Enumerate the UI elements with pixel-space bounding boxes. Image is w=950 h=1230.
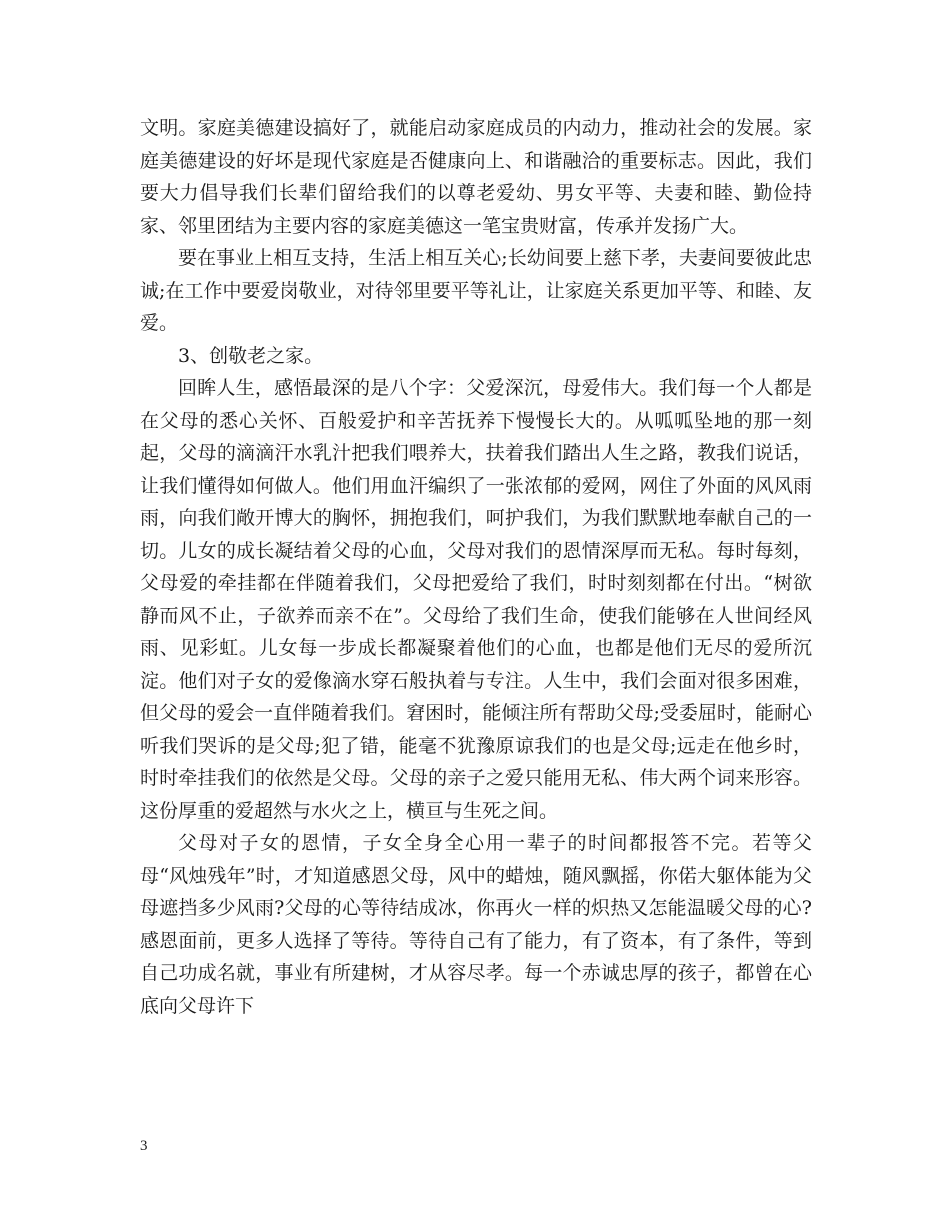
paragraph: 父母对子女的恩情，子女全身全心用一辈子的时间都报答不完。若等父母“风烛残年”时，才知道感恩父母，风中的蜡烛，随风飘摇，你偌大躯体能为父母遮挡多少风雨?父母的心等待结成冰，你再火一样的炽热又怎能温暖父母的心?感恩面前，更多人选择了等待。等待自己有了能力，有了资本，有了条件，等到自己功成名就，事业有所建树，才从容尽孝。每一个赤诚忠厚的孩子，都曾在心底向父母许下 <box>140 832 812 1017</box>
page-number: 3 <box>140 1138 148 1154</box>
section-heading: 3、创敬老之家。 <box>178 344 324 367</box>
document-body <box>140 112 812 1022</box>
paragraph: 要在事业上相互支持，生活上相互关心;长幼间要上慈下孝，夫妻间要彼此忠诚;在工作中要爱岗敬业，对待邻里要平等礼让，让家庭关系更加平等、和睦、友爱。 <box>140 247 812 334</box>
paragraph: 回眸人生，感悟最深的是八个字：父爱深沉，母爱伟大。我们每一个人都是在父母的悉心关怀、百般爱护和辛苦抚养下慢慢长大的。从呱呱坠地的那一刻起，父母的滴滴汗水乳汁把我们喂养大，扶着我们踏出人生之路，教我们说话，让我们懂得如何做人。他们用血汗编织了一张浓郁的爱网，网住了外面的风风雨雨，向我们敞开博大的胸怀，拥抱我们，呵护我们，为我们默默地奉献自己的一切。儿女的成长凝结着父母的心血，父母对我们的恩情深厚而无私。每时每刻，父母爱的牵挂都在伴随着我们，父母把爱给了我们，时时刻刻都在付出。“树欲静而风不止，子欲养而亲不在”。父母给了我们生命，使我们能够在人世间经风雨、见彩虹。儿女每一步成长都凝聚着他们的心血，也都是他们无尽的爱所沉淀。他们对子女的爱像滴水穿石般执着与专注。人生中，我们会面对很多困难，但父母的爱会一直伴随着我们。窘困时，能倾注所有帮助父母;受委屈时，能耐心听我们哭诉的是父母;犯了错，能毫不犹豫原谅我们的也是父母;远走在他乡时，时时牵挂我们的依然是父母。父母的亲子之爱只能用无私、伟大两个词来形容。这份厚重的爱超然与水火之上，横亘与生死之间。 <box>140 377 812 822</box>
paragraph: 文明。家庭美德建设搞好了，就能启动家庭成员的内动力，推动社会的发展。家庭美德建设的好坏是现代家庭是否健康向上、和谐融洽的重要标志。因此，我们要大力倡导我们长辈们留给我们的以尊老爱幼、男女平等、夫妻和睦、勤俭持家、邻里团结为主要内容的家庭美德这一笔宝贵财富，传承并发扬广大。 <box>140 117 812 237</box>
